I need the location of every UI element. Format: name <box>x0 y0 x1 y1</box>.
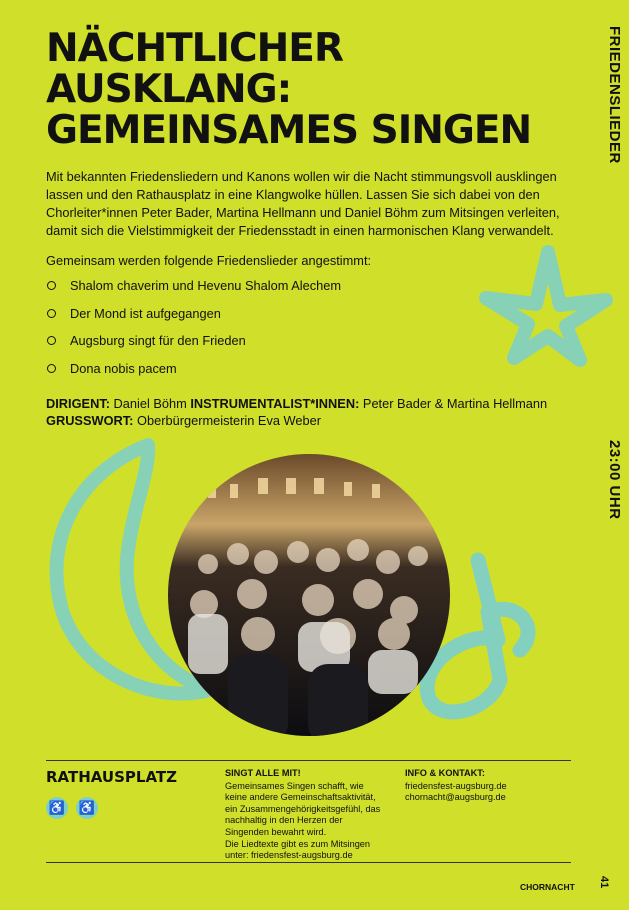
list-item <box>46 306 341 334</box>
intro-paragraph: Mit bekannten Friedensliedern und Kanons wollen wir die Nacht stimmungsvoll ausklingen lassen und den Rathausplatz in eine Klangwolke hüllen. Lassen Sie sich dabei von den Chorleiter*innen Peter Bader, Martina Hellmann und Daniel Böhm zum Mitsingen verleiten, damit sich die Vielstimmigkeit der Friedensstadt in einen harmonischen Klang verwandelt. <box>46 169 560 238</box>
brand-label: CHORNACHT <box>520 882 575 892</box>
list-item <box>46 361 341 389</box>
circle-bullet-icon <box>47 336 56 345</box>
song-list-heading: Gemeinsam werden folgende Friedenslieder angestimmt: <box>46 253 372 268</box>
sing-along-info <box>225 768 385 862</box>
sing-along-lyrics-text: Die Liedtexte gibt es zum Mitsingen unter: friedensfest-augsburg.de <box>225 838 371 861</box>
title-line: GEMEINSAMES SINGEN <box>46 108 532 153</box>
circle-bullet-icon <box>47 364 56 373</box>
credit-value: Peter Bader & Martina Hellmann <box>362 396 548 411</box>
category-label: FRIEDENSLIEDER <box>606 26 623 164</box>
divider <box>46 862 571 863</box>
credit-value: Daniel Böhm <box>113 396 187 411</box>
page-number: 41 <box>598 876 610 889</box>
list-item <box>46 278 341 306</box>
contact-title: INFO & KONTAKT: <box>405 768 485 778</box>
sing-along-text: Gemeinsames Singen schafft, wie keine andere Gemeinschaftsaktivität, ein Zusammengehörigkeitsgefühl, das nachhaltig in den Herzen der Singenden bewahrt wird. <box>225 780 381 837</box>
contact-mail: chornacht@augsburg.de <box>405 792 506 803</box>
song-title: Shalom chaverim und Hevenu Shalom Alechem <box>70 278 342 293</box>
credits <box>46 395 547 429</box>
list-item <box>46 333 341 361</box>
song-title: Augsburg singt für den Frieden <box>70 333 246 348</box>
circle-bullet-icon <box>47 309 56 318</box>
song-title: Dona nobis pacem <box>70 360 177 376</box>
wheelchair-icon: ♿ <box>46 797 68 819</box>
star-shape <box>486 252 606 360</box>
divider <box>46 760 571 761</box>
title-line: AUSKLANG: <box>46 67 292 112</box>
credit-label: INSTRUMENTALIST*INNEN: <box>190 396 360 411</box>
credit-value: Oberbürgermeisterin Eva Weber <box>137 413 321 428</box>
venue-label: RATHAUSPLATZ <box>46 768 178 786</box>
song-list <box>46 278 341 388</box>
contact-info <box>405 768 575 804</box>
sing-along-title: SINGT ALLE MIT! <box>225 768 301 778</box>
circle-bullet-icon <box>47 281 56 290</box>
contact-web: friedensfest-augsburg.de <box>405 780 507 791</box>
title-line: NÄCHTLICHER <box>46 26 343 71</box>
crowd-photo <box>168 454 450 736</box>
wheelchair-accessible-toilet-icon: ♿ <box>76 797 98 819</box>
credit-label: GRUSSWORT: <box>46 413 134 428</box>
page-title <box>46 28 566 151</box>
song-title: Der Mond ist aufgegangen <box>70 305 221 321</box>
time-label: 23:00 UHR <box>606 440 623 520</box>
credit-label: DIRIGENT: <box>46 396 110 411</box>
